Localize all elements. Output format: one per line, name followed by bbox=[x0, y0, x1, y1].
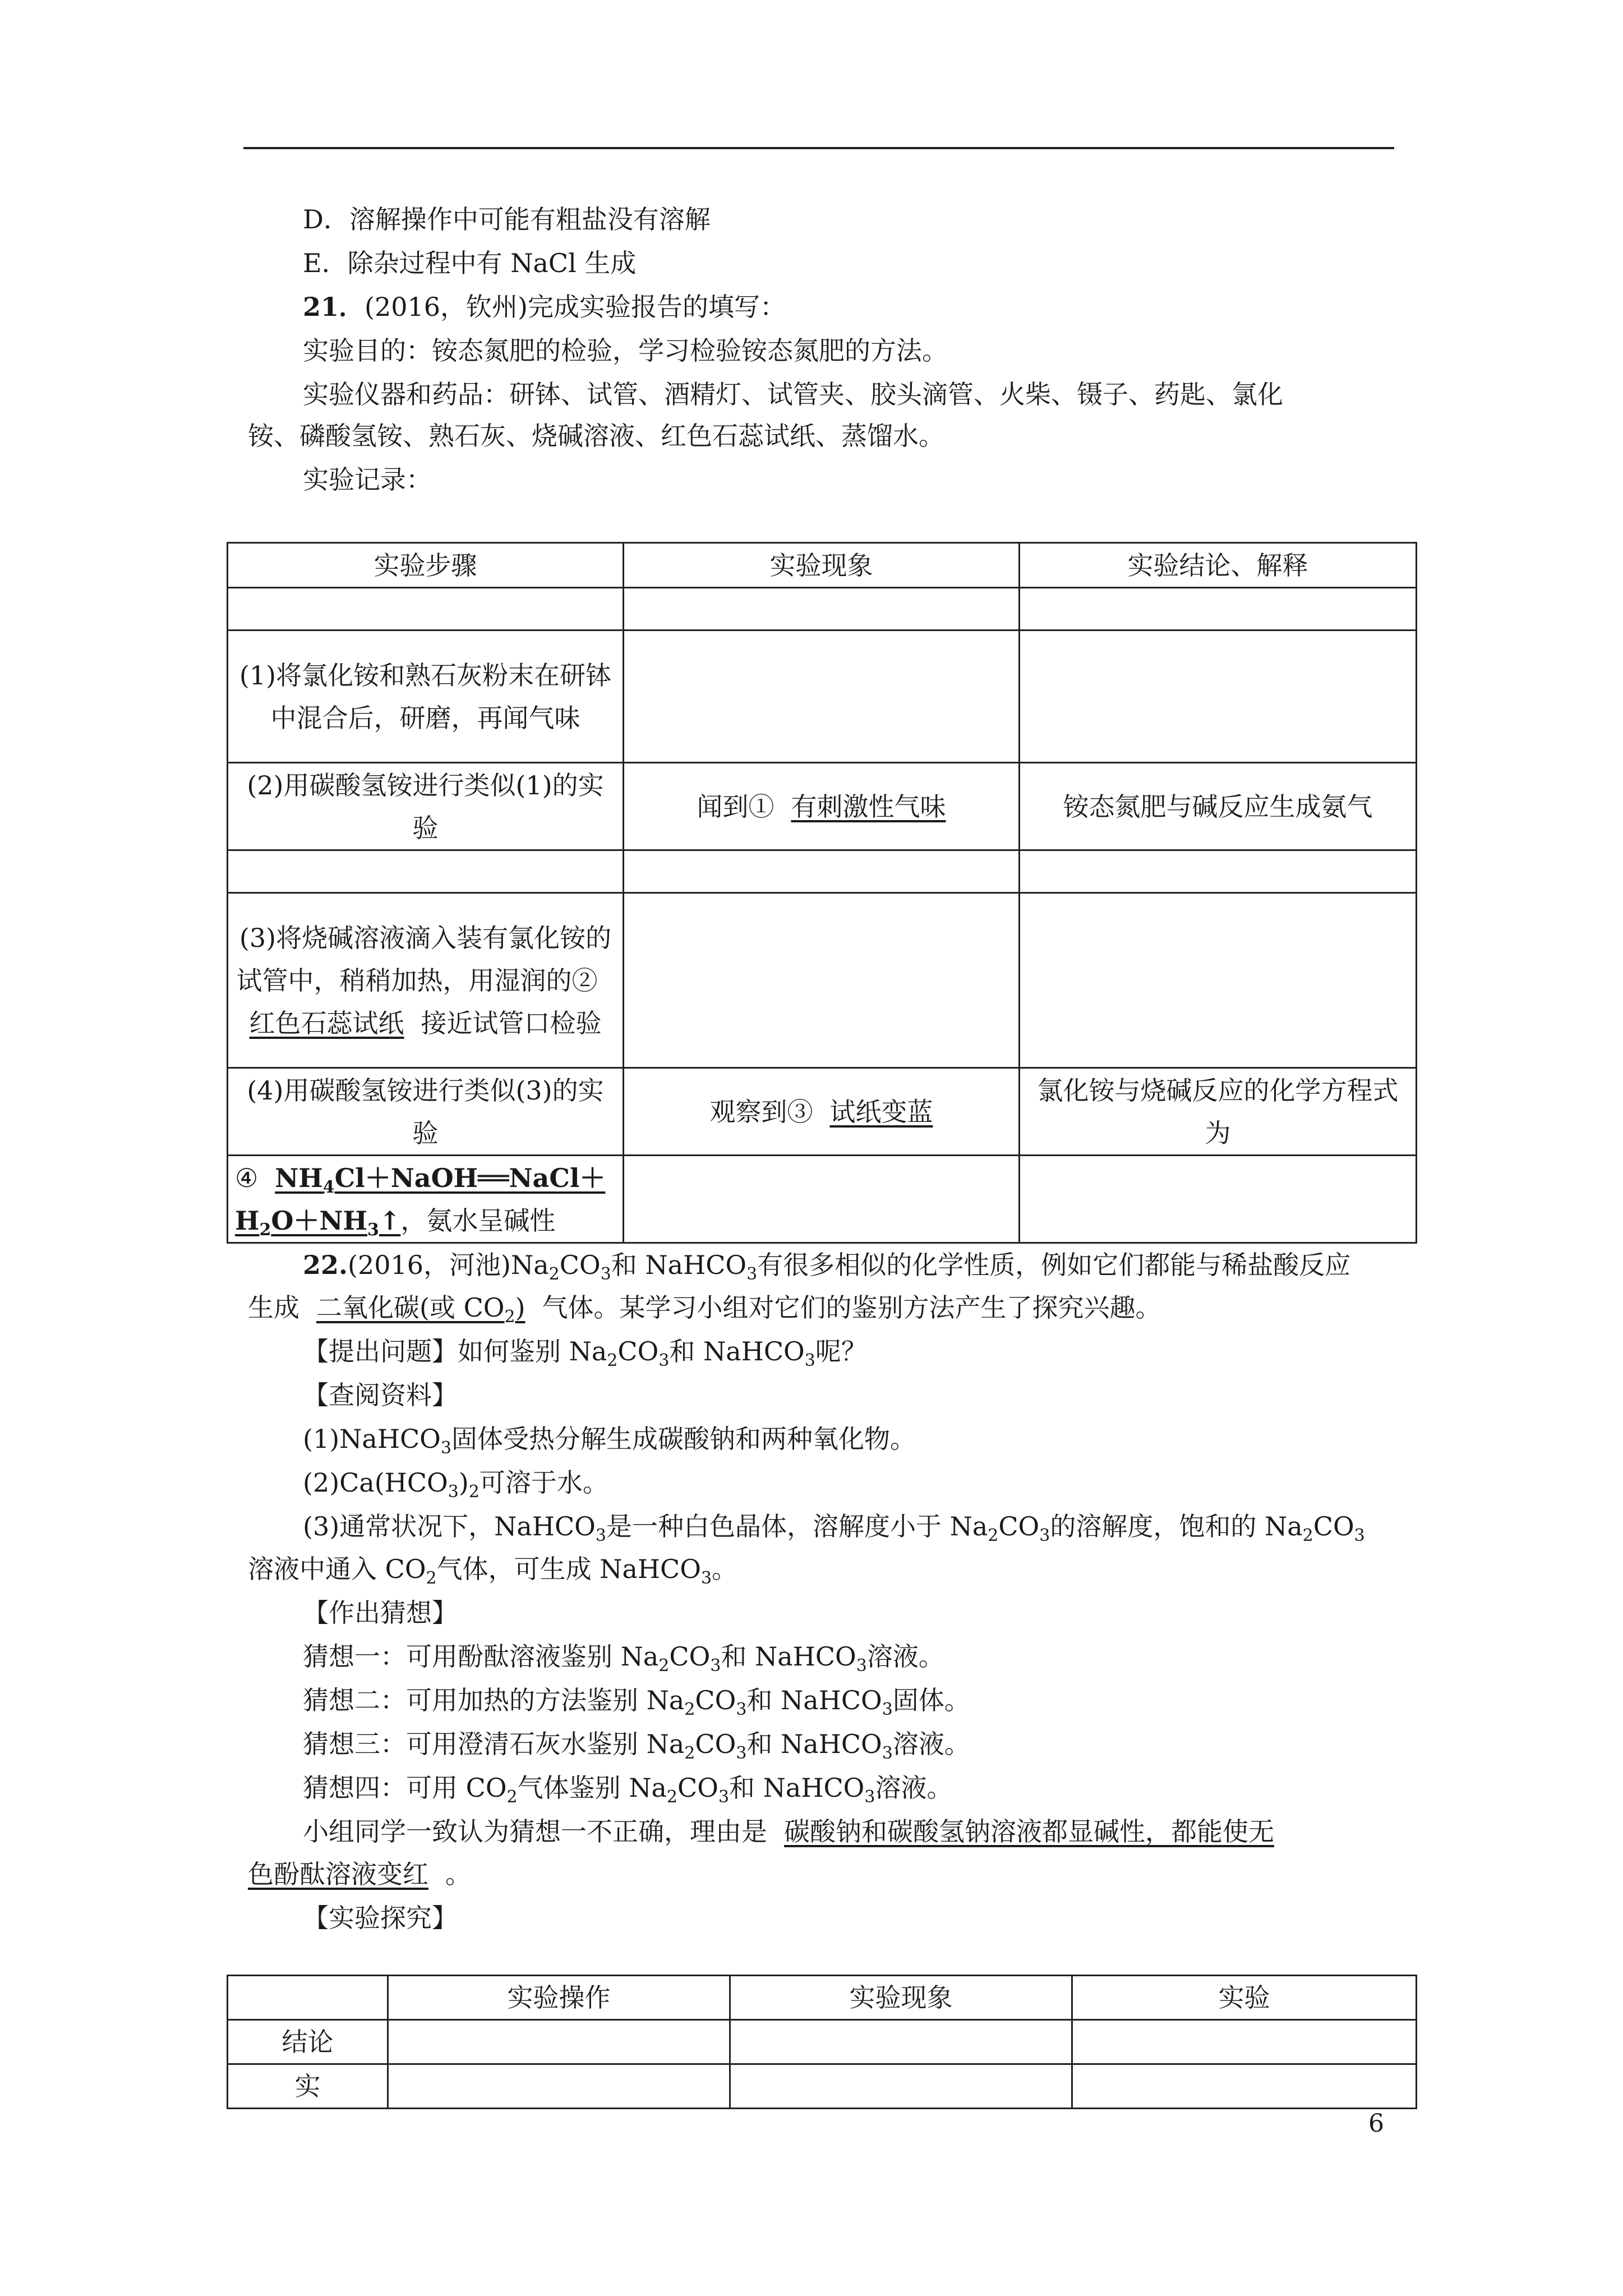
reason-line-2: 色酚酞溶液变红 。 bbox=[248, 1859, 471, 1889]
equipment-line-2: 铵、磷酸氢铵、熟石灰、烧碱溶液、红色石蕊试纸、蒸馏水。 bbox=[248, 421, 944, 451]
header-conclusion: 实验结论、解释 bbox=[1020, 543, 1417, 588]
experiment-record-label: 实验记录： bbox=[303, 464, 432, 495]
experiment-record-table bbox=[227, 542, 1417, 1244]
guess-3: 猜想三：可用澄清石灰水鉴别 $Na_2CO_3$和 NaHCO$_3$溶液。 bbox=[303, 1729, 970, 1763]
page-number: 6 bbox=[1368, 2109, 1384, 2138]
answer-3: 试纸变蓝 bbox=[829, 1096, 933, 1127]
table-row: 结论 bbox=[228, 2020, 1417, 2064]
answer-reason: 碳酸钠和碳酸氢钠溶液都显碱性，都能使无 bbox=[784, 1816, 1274, 1847]
ask-question: 【提出问题】如何鉴别 $Na_2CO_3$和 NaHCO$_3$呢？ bbox=[303, 1336, 867, 1370]
phenomenon-4: 观察到③ 试纸变蓝 bbox=[624, 1068, 1020, 1156]
table-row bbox=[228, 588, 1417, 631]
guess-1: 猜想一：可用酚酞溶液鉴别 $Na_2CO_3$和 NaHCO$_3$溶液。 bbox=[303, 1641, 944, 1676]
header-rule bbox=[243, 147, 1394, 149]
header-phenomenon: 实验现象 bbox=[730, 1976, 1072, 2020]
table-row bbox=[228, 850, 1417, 893]
step-1: (1)将氯化铵和熟石灰粉末在研钵中混合后，研磨，再闻气味 bbox=[228, 631, 624, 763]
header-step: 实验步骤 bbox=[228, 543, 624, 588]
equipment-line-1: 实验仪器和药品：研钵、试管、酒精灯、试管夹、胶头滴管、火柴、镊子、药匙、氯化 bbox=[303, 379, 1283, 409]
table-row bbox=[228, 763, 1417, 850]
option-e: E．除杂过程中有 NaCl 生成 bbox=[303, 248, 637, 278]
question-21-text: (2016，钦州)完成实验报告的填写： bbox=[365, 292, 786, 322]
table-header-row bbox=[228, 543, 1417, 588]
question-22-gen: 生成 二氧化碳(或 $CO_2$) 气体。某学习小组对它们的鉴别方法产生了探究兴趣。 bbox=[248, 1292, 1161, 1327]
question-21-intro bbox=[303, 287, 1453, 326]
explore-table bbox=[227, 1975, 1417, 2109]
explore-heading: 【实验探究】 bbox=[303, 1903, 458, 1933]
info-2: $(2)Ca(HCO_3)_2$可溶于水。 bbox=[303, 1467, 608, 1502]
experiment-purpose: 实验目的：铵态氮肥的检验，学习检验铵态氮肥的方法。 bbox=[303, 335, 948, 366]
lookup-heading: 【查阅资料】 bbox=[303, 1380, 458, 1410]
step-4: (4)用碳酸氢铵进行类似(3)的实验 bbox=[228, 1068, 624, 1156]
answer-1: 有刺激性气味 bbox=[791, 791, 946, 822]
phenomenon-2: 闻到① 有刺激性气味 bbox=[624, 763, 1020, 850]
guess-4: 猜想四：可用 $CO_2$气体鉴别 $Na_2CO_3$和 NaHCO$_3$溶液。 bbox=[303, 1773, 953, 1807]
step-2: (2)用碳酸氢铵进行类似(1)的实验 bbox=[228, 763, 624, 850]
table-row bbox=[228, 1156, 1417, 1243]
reason-line-1: 小组同学一致认为猜想一不正确，理由是 碳酸钠和碳酸氢钠溶液都显碱性，都能使无 bbox=[303, 1816, 1274, 1847]
option-d: D．溶解操作中可能有粗盐没有溶解 bbox=[303, 204, 711, 234]
guess-2: 猜想二：可用加热的方法鉴别 $Na_2CO_3$和 NaHCO$_3$固体。 bbox=[303, 1685, 970, 1719]
table-row bbox=[228, 893, 1417, 1068]
header-operation: 实验操作 bbox=[388, 1976, 730, 2020]
info-3-cont: 溶液中通入 $CO_2$气体，可生成 NaHCO$_3$。 bbox=[248, 1554, 738, 1588]
answer-4: ④ $NH_4Cl+NaOH══NaCl+$ $H_2O+NH_3↑$，氨水呈碱性 bbox=[228, 1156, 624, 1243]
conclusion-2: 铵态氮肥与碱反应生成氨气 bbox=[1020, 763, 1417, 850]
table-row bbox=[228, 631, 1417, 763]
table-row bbox=[228, 1068, 1417, 1156]
info-3: (3)通常状况下，NaHCO$_3$是一种白色晶体，溶解度小于 $Na_2CO_3$的溶解度，饱和的 $Na_2CO_3$ bbox=[303, 1511, 1365, 1545]
question-21-number: 21． bbox=[303, 292, 365, 322]
step-3: (3)将烧碱溶液滴入装有氯化铵的试管中，稍稍加热，用湿润的②红色石蕊试纸 接近试管口检验 bbox=[228, 893, 624, 1068]
conclusion-4: 氯化铵与烧碱反应的化学方程式为 bbox=[1020, 1068, 1417, 1156]
header-experiment: 实验 bbox=[1072, 1976, 1417, 2020]
table-header-row bbox=[228, 1976, 1417, 2020]
question-22-intro: 22.(2016，河池)$Na_2CO_3$和 NaHCO$_3$有很多相似的化学性质，例如它们都能与稀盐酸反应 bbox=[303, 1250, 1351, 1284]
header-phenomenon: 实验现象 bbox=[624, 543, 1020, 588]
guess-heading: 【作出猜想】 bbox=[303, 1598, 458, 1628]
answer-2: 红色石蕊试纸 bbox=[249, 1007, 404, 1038]
info-1: (1)NaHCO$_3$固体受热分解生成碳酸钠和两种氧化物。 bbox=[303, 1424, 916, 1458]
answer-gas: 二氧化碳(或 $CO_2$) bbox=[316, 1292, 525, 1327]
table-row: 实 bbox=[228, 2064, 1417, 2109]
